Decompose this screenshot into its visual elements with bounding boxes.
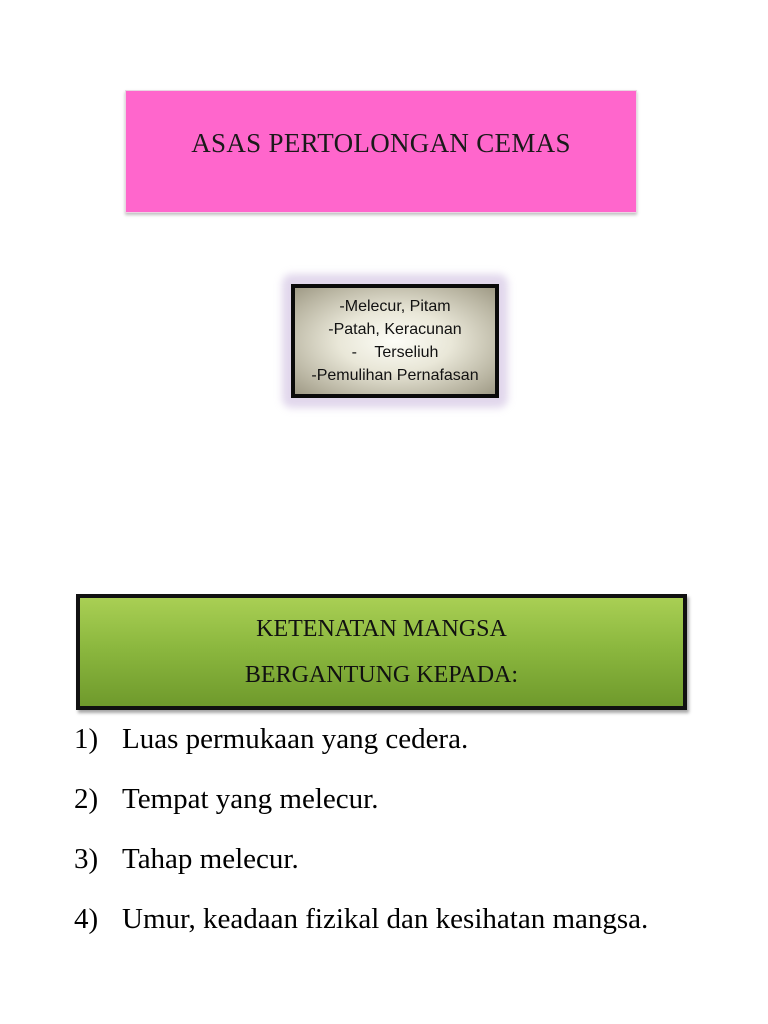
list-item xyxy=(74,774,754,834)
topic-line: - Terseliuh xyxy=(351,344,439,361)
list-item-number: 2) xyxy=(74,783,99,815)
list-item-text: Tahap melecur. xyxy=(122,843,299,875)
list-item xyxy=(74,894,754,954)
topics-box xyxy=(291,284,499,398)
list-item-text: Umur, keadaan fizikal dan kesihatan mangsa. xyxy=(122,903,649,935)
page-title: ASAS PERTOLONGAN CEMAS xyxy=(191,128,571,158)
list-item-number: 4) xyxy=(74,903,99,935)
topic-line: -Patah, Keracunan xyxy=(328,321,462,338)
topic-line: -Melecur, Pitam xyxy=(339,298,451,315)
severity-heading-box xyxy=(76,594,687,710)
list-item xyxy=(74,834,754,894)
topic-line: -Pemulihan Pernafasan xyxy=(311,367,479,384)
list-item-number: 1) xyxy=(74,723,99,755)
list-item-number: 3) xyxy=(74,843,99,875)
list-item xyxy=(74,714,754,774)
severity-heading-line2: BERGANTUNG KEPADA: xyxy=(244,662,519,688)
list-item-text: Tempat yang melecur. xyxy=(122,783,379,815)
title-box xyxy=(125,90,637,213)
factors-list xyxy=(74,714,754,954)
list-item-text: Luas permukaan yang cedera. xyxy=(122,723,469,755)
severity-heading-line1: KETENATAN MANGSA xyxy=(256,616,507,642)
